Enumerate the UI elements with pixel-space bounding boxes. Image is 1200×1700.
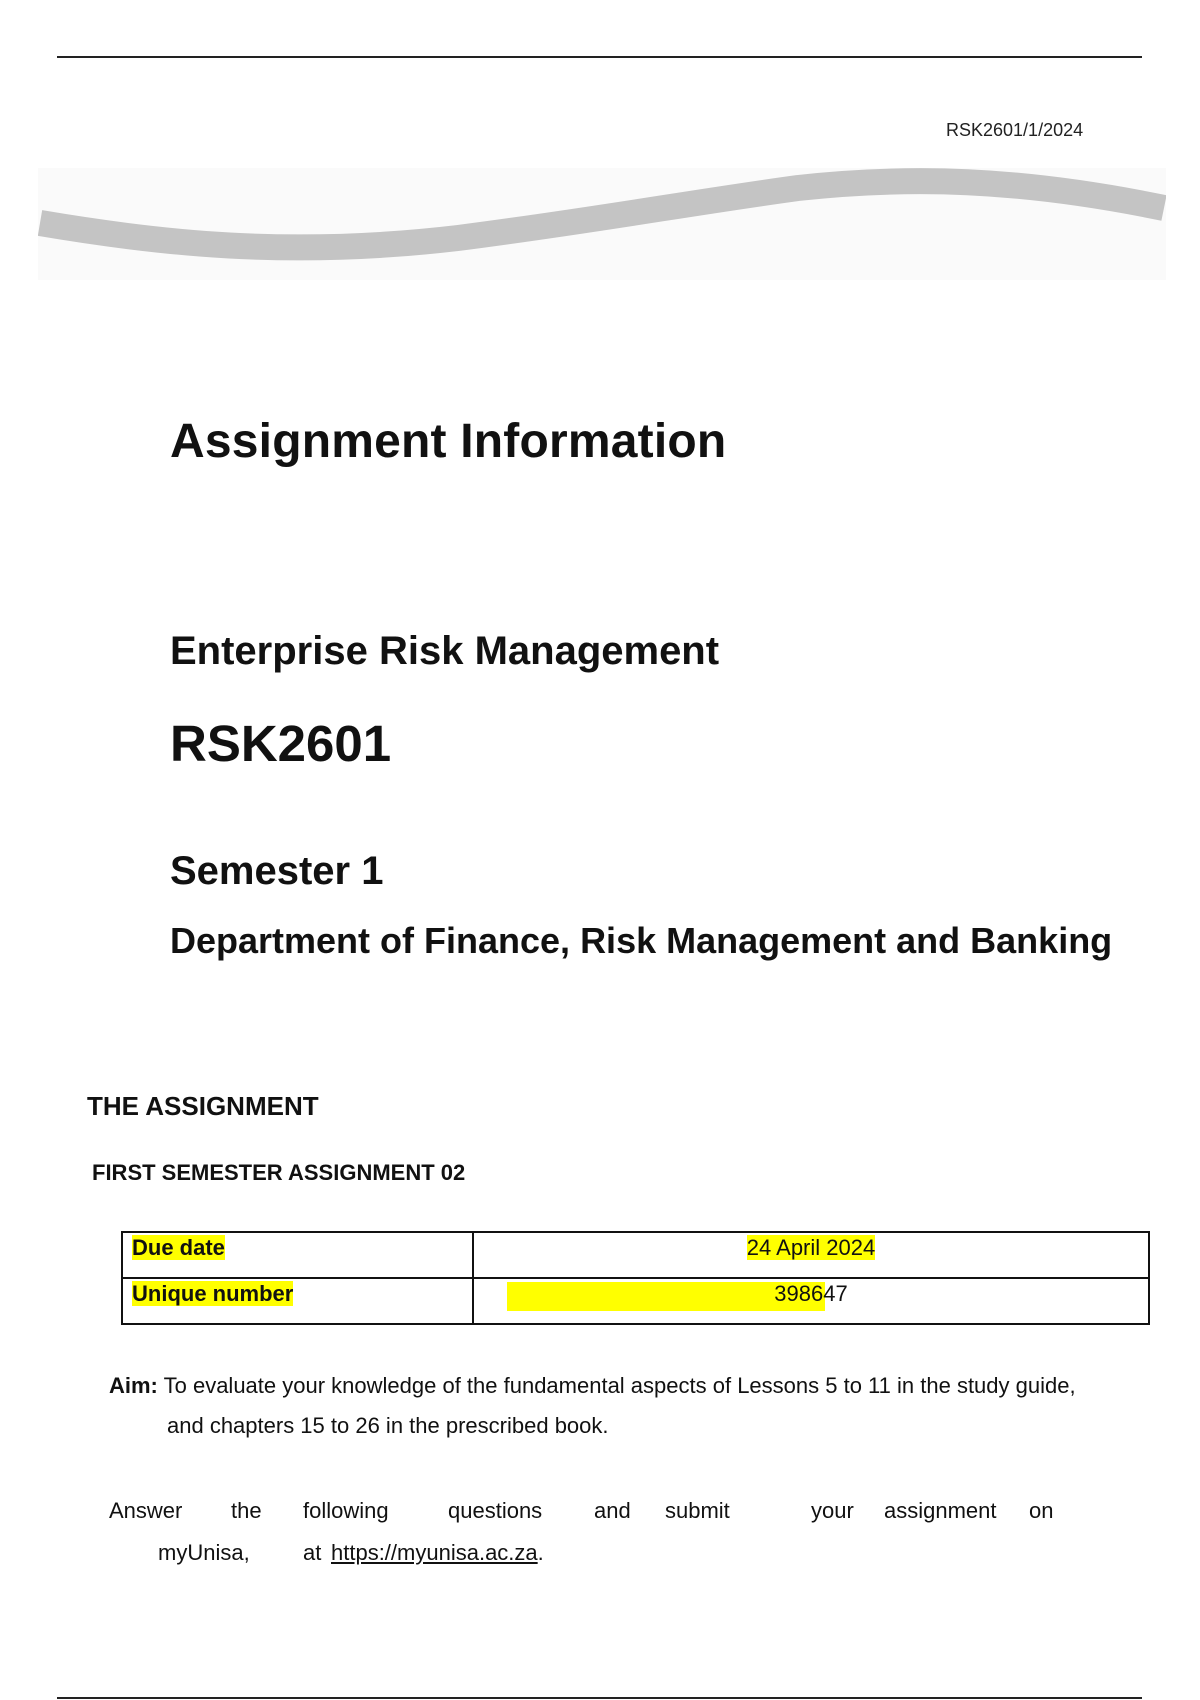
aim-text-continued: and chapters 15 to 26 in the prescribed book. [167, 1413, 609, 1438]
module-name: Enterprise Risk Management [170, 629, 720, 673]
myunisa-link-wrap [331, 1532, 544, 1574]
due-date-label: Due date [122, 1232, 473, 1278]
document-code: RSK2601/1/2024 [946, 120, 1084, 140]
header-wave-decoration [38, 168, 1166, 280]
answer-word: the [231, 1498, 262, 1523]
table-row [122, 1278, 1149, 1324]
answer-word: on [1029, 1498, 1054, 1523]
section-heading: THE ASSIGNMENT [87, 1091, 319, 1121]
answer-word: assignment [884, 1498, 997, 1523]
bottom-rule [57, 1697, 1142, 1699]
answer-word: submit [665, 1498, 730, 1523]
page-title: Assignment Information [170, 415, 727, 468]
due-date-value: 24 April 2024 [473, 1232, 1149, 1278]
answer-word: and [594, 1498, 631, 1523]
table-row [122, 1232, 1149, 1278]
top-rule [57, 56, 1142, 58]
aim-label: Aim: [109, 1373, 158, 1398]
assignment-info-table [121, 1231, 1150, 1325]
answer-word: questions [448, 1498, 543, 1523]
answer-period: . [537, 1540, 544, 1565]
assignment-subheading: FIRST SEMESTER ASSIGNMENT 02 [92, 1160, 466, 1185]
myunisa-link[interactable]: https://myunisa.ac.za [331, 1540, 538, 1565]
answer-word: your [811, 1498, 854, 1523]
unique-number-value: 398647 [473, 1278, 1149, 1324]
unique-number-label: Unique number [122, 1278, 473, 1324]
answer-at: at [303, 1540, 322, 1565]
module-code: RSK2601 [170, 715, 392, 772]
answer-myunisa: myUnisa, [158, 1540, 250, 1565]
semester: Semester 1 [170, 849, 384, 893]
answer-word: following [303, 1498, 389, 1523]
aim-paragraph [109, 1366, 1154, 1446]
department: Department of Finance, Risk Management and Banking [170, 920, 1113, 961]
answer-word: Answer [109, 1498, 183, 1523]
aim-text: To evaluate your knowledge of the fundamental aspects of Lessons 5 to 11 in the study guide, [163, 1373, 1076, 1398]
